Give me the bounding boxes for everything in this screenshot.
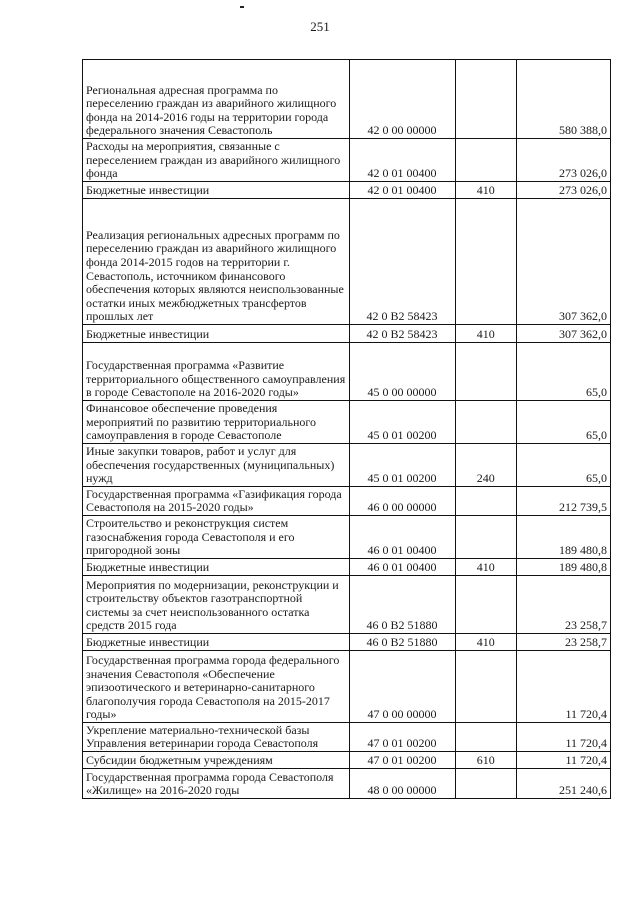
table-row: [83, 60, 611, 139]
row-expense-type: [455, 343, 517, 401]
row-expense-type: [455, 60, 517, 139]
row-target-code: 42 0 00 00000: [349, 60, 455, 139]
table-row: [83, 651, 611, 723]
row-name-text: Государственная программа города федерального значения Севастополя «Обеспечение эпизоотического и ветеринарно-санитарного благополучия города Севастополя на 2015-2017 годы»: [86, 653, 340, 722]
table-row: [83, 343, 611, 401]
row-expense-type: [455, 139, 517, 182]
row-name-text: Бюджетные инвестиции: [86, 183, 210, 198]
row-target-code: 45 0 01 00200: [349, 444, 455, 487]
row-expense-type: [455, 651, 517, 723]
page-number: 251: [310, 19, 330, 34]
row-amount: 65,0: [517, 401, 611, 444]
row-name-text: Субсидии бюджетным учреждениям: [86, 753, 273, 768]
row-name: [83, 487, 350, 516]
row-name-text: Мероприятия по модернизации, реконструкции и строительству объектов газотранспортной системы за счет неиспользованного остатка средств 2015 года: [86, 577, 339, 633]
row-target-code: 47 0 00 00000: [349, 651, 455, 723]
row-name-text: Расходы на мероприятия, связанные с переселением граждан из аварийного жилищного фонда: [86, 139, 341, 181]
row-amount: 189 480,8: [517, 559, 611, 576]
row-target-code: 46 0 01 00400: [349, 516, 455, 559]
row-target-code: 46 0 B2 51880: [349, 634, 455, 651]
row-name-text: Финансовое обеспечение проведения мероприятий по развитию территориального самоуправления в городе Севастополе: [86, 401, 317, 443]
table-row: [83, 516, 611, 559]
budget-table: [82, 59, 611, 799]
row-amount: 273 026,0: [517, 182, 611, 199]
row-name: [83, 769, 350, 799]
row-amount: 251 240,6: [517, 769, 611, 799]
row-name-text: Бюджетные инвестиции: [86, 560, 210, 575]
row-name: [83, 634, 350, 651]
row-name: [83, 325, 350, 343]
table-row: [83, 559, 611, 576]
row-expense-type: 240: [455, 444, 517, 487]
row-amount: 65,0: [517, 343, 611, 401]
row-name-text: Государственная программа «Развитие территориального общественного самоуправления в городе Севастополе на 2016-2020 годы»: [86, 358, 346, 400]
row-amount: 189 480,8: [517, 516, 611, 559]
row-target-code: 47 0 01 00200: [349, 752, 455, 769]
row-name-text: Укрепление материально-технической базы Управления ветеринарии города Севастополя: [86, 722, 319, 751]
row-amount: 23 258,7: [517, 634, 611, 651]
row-expense-type: [455, 401, 517, 444]
table-row: [83, 444, 611, 487]
table-row: [83, 401, 611, 444]
row-name: [83, 444, 350, 487]
row-name-text: Бюджетные инвестиции: [86, 327, 210, 342]
table-row: [83, 325, 611, 343]
row-target-code: 48 0 00 00000: [349, 769, 455, 799]
scan-mark: [240, 6, 244, 8]
table-row: [83, 487, 611, 516]
row-name: [83, 723, 350, 752]
row-target-code: 42 0 B2 58423: [349, 325, 455, 343]
row-name: [83, 576, 350, 634]
row-target-code: 45 0 00 00000: [349, 343, 455, 401]
row-target-code: 46 0 01 00400: [349, 559, 455, 576]
row-name-text: Государственная программа города Севастополя «Жилище» на 2016-2020 годы: [86, 769, 334, 798]
row-amount: 580 388,0: [517, 60, 611, 139]
row-name-text: Реализация региональных адресных программ по переселению граждан из аварийного жилищного фонда 2014-2015 годов на территории г. Севастополь, источником финансового обеспечения которых являются неиспользованные остатки иных межбюджетных трансфертов прошлых лет: [86, 227, 344, 324]
row-target-code: 46 0 B2 51880: [349, 576, 455, 634]
row-name-text: Региональная адресная программа по переселению граждан из аварийного жилищного фонда на 2014-2016 годы на территории города федерального значения Севастополь: [86, 82, 337, 138]
table-row: [83, 576, 611, 634]
row-expense-type: [455, 516, 517, 559]
row-expense-type: 410: [455, 182, 517, 199]
row-name: [83, 752, 350, 769]
row-expense-type: 610: [455, 752, 517, 769]
row-name: [83, 343, 350, 401]
table-row: [83, 634, 611, 651]
row-expense-type: 410: [455, 559, 517, 576]
row-target-code: 46 0 00 00000: [349, 487, 455, 516]
table-row: [83, 723, 611, 752]
row-expense-type: [455, 487, 517, 516]
row-amount: 11 720,4: [517, 723, 611, 752]
row-expense-type: 410: [455, 325, 517, 343]
row-name-text: Бюджетные инвестиции: [86, 635, 210, 650]
table-row: [83, 752, 611, 769]
row-amount: 11 720,4: [517, 752, 611, 769]
table-row: [83, 182, 611, 199]
row-name-text: Государственная программа «Газификация города Севастополя на 2015-2020 годы»: [86, 486, 342, 515]
row-expense-type: 410: [455, 634, 517, 651]
table-row: [83, 199, 611, 325]
row-target-code: 42 0 01 00400: [349, 182, 455, 199]
budget-table-body: [83, 60, 611, 799]
row-expense-type: [455, 723, 517, 752]
row-expense-type: [455, 769, 517, 799]
row-amount: 307 362,0: [517, 199, 611, 325]
row-amount: 11 720,4: [517, 651, 611, 723]
table-row: [83, 769, 611, 799]
row-target-code: 47 0 01 00200: [349, 723, 455, 752]
row-name: [83, 139, 350, 182]
row-amount: 212 739,5: [517, 487, 611, 516]
row-name: [83, 199, 350, 325]
row-name: [83, 651, 350, 723]
row-name: [83, 559, 350, 576]
row-name-text: Строительство и реконструкция систем газоснабжения города Севастополя и его пригородной зоны: [86, 516, 295, 558]
row-name: [83, 401, 350, 444]
row-expense-type: [455, 576, 517, 634]
row-name: [83, 182, 350, 199]
row-expense-type: [455, 199, 517, 325]
row-name: [83, 516, 350, 559]
row-amount: 273 026,0: [517, 139, 611, 182]
row-name-text: Иные закупки товаров, работ и услуг для обеспечения государственных (муниципальных) нужд: [86, 444, 335, 486]
row-target-code: 42 0 01 00400: [349, 139, 455, 182]
row-amount: 65,0: [517, 444, 611, 487]
row-name: [83, 60, 350, 139]
row-amount: 307 362,0: [517, 325, 611, 343]
row-amount: 23 258,7: [517, 576, 611, 634]
row-target-code: 42 0 B2 58423: [349, 199, 455, 325]
table-row: [83, 139, 611, 182]
row-target-code: 45 0 01 00200: [349, 401, 455, 444]
